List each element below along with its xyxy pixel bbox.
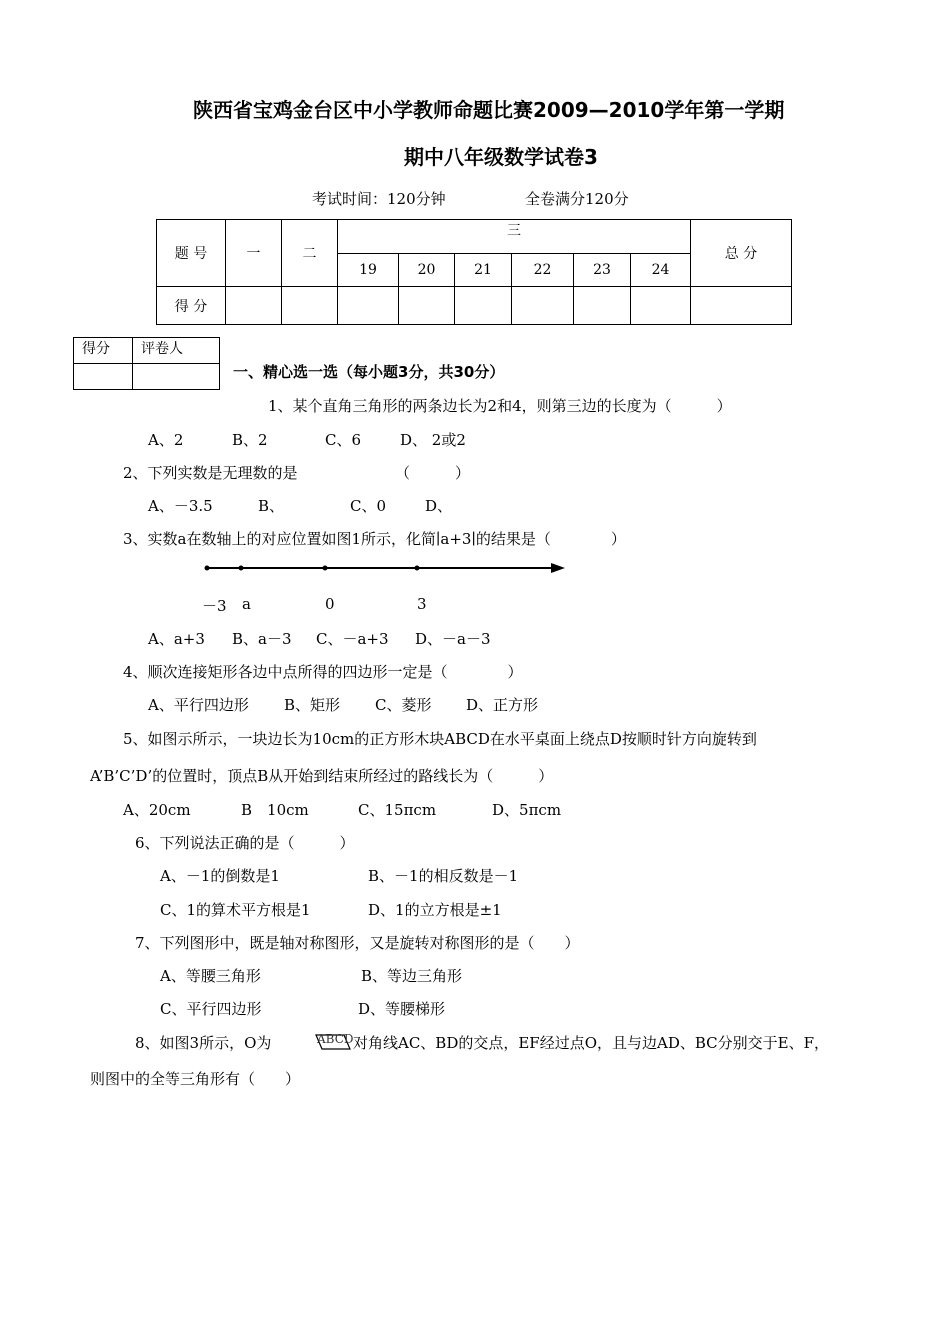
section-heading: 一、精心选一选（每小题3分，共30分） <box>233 363 505 381</box>
col-three: 三 <box>338 220 691 254</box>
grader-name-cell <box>133 364 220 390</box>
q6-option-b: B、－1的相反数是－1 <box>368 867 519 885</box>
score-cell <box>512 287 574 325</box>
score-cell <box>399 287 455 325</box>
grader-box <box>73 337 220 390</box>
question-2: 2、下列实数是无理数的是 （ ） <box>123 464 471 482</box>
q3-option-c: C、－a+3 <box>316 630 389 648</box>
question-8-part-2: 对角线AC、BD的交点，EF经过点O，且与边AD、BC分别交于E、F， <box>353 1034 830 1052</box>
sub-col: 23 <box>574 254 631 287</box>
score-cell <box>631 287 691 325</box>
grader-score-label: 得分 <box>74 338 133 364</box>
q6-option-c: C、1的算术平方根是1 <box>160 901 311 919</box>
question-7: 7、下列图形中，既是轴对称图形，又是旋转对称图形的是（ ） <box>135 934 580 952</box>
question-8-part-1: 8、如图3所示，O为 <box>135 1034 272 1052</box>
q3-option-b: B、a－3 <box>232 630 292 648</box>
q5-option-a: A、20cm <box>123 801 191 819</box>
q1-option-b: B、2 <box>232 431 268 449</box>
score-row-label: 得 分 <box>157 287 226 325</box>
numberline-label: －3 <box>202 597 227 615</box>
q2-option-c: C、0 <box>350 497 387 515</box>
q7-option-d: D、等腰梯形 <box>358 1000 446 1018</box>
sub-col: 20 <box>399 254 455 287</box>
title-line-1: 陕西省宝鸡金台区中小学教师命题比赛2009—2010学年第一学期 <box>193 98 785 122</box>
col-one: 一 <box>226 220 282 287</box>
q1-option-a: A、2 <box>148 431 184 449</box>
point-minus-3 <box>205 566 210 571</box>
score-cell <box>455 287 512 325</box>
question-4: 4、顺次连接矩形各边中点所得的四边形一定是（ ） <box>123 663 523 681</box>
q2-option-a: A、－3.5 <box>148 497 213 515</box>
score-cell <box>226 287 282 325</box>
q1-option-c: C、6 <box>325 431 362 449</box>
score-cell <box>338 287 399 325</box>
title-line-2: 期中八年级数学试卷3 <box>404 145 598 169</box>
q4-option-d: D、正方形 <box>466 696 539 714</box>
q5-option-d: D、5πcm <box>492 801 562 819</box>
question-8-line-2: 则图中的全等三角形有（ ） <box>90 1070 301 1088</box>
question-5-line-1: 5、如图示所示，一块边长为10cm的正方形木块ABCD在水平桌面上绕点D按顺时针方向旋转到 <box>123 730 757 748</box>
score-cell <box>574 287 631 325</box>
grader-score-cell <box>74 364 133 390</box>
question-5-line-2: A’B’C’D’的位置时，顶点B从开始到结束所经过的路线长为（ ） <box>90 767 554 785</box>
q1-option-d: D、 2或2 <box>400 431 466 449</box>
q7-option-a: A、等腰三角形 <box>160 967 261 985</box>
arrow-icon <box>551 563 565 573</box>
numberline-label: 3 <box>417 595 427 613</box>
question-1: 1、某个直角三角形的两条边长为2和4，则第三边的长度为（ ） <box>268 397 732 415</box>
number-line <box>195 558 575 578</box>
q7-option-b: B、等边三角形 <box>361 967 463 985</box>
score-cell <box>282 287 338 325</box>
q5-option-b: B 10cm <box>241 801 309 819</box>
q5-option-c: C、15πcm <box>358 801 437 819</box>
question-6: 6、下列说法正确的是（ ） <box>135 834 355 852</box>
col-total: 总 分 <box>691 220 792 287</box>
numberline-label: a <box>242 595 251 613</box>
exam-time: 考试时间：120分钟 <box>312 190 446 208</box>
q3-option-d: D、－a－3 <box>415 630 491 648</box>
q4-option-c: C、菱形 <box>375 696 432 714</box>
q6-option-a: A、－1的倒数是1 <box>160 867 280 885</box>
q7-option-c: C、平行四边形 <box>160 1000 262 1018</box>
table-row-label: 题 号 <box>157 220 226 287</box>
sub-col: 21 <box>455 254 512 287</box>
q3-option-a: A、a+3 <box>148 630 205 648</box>
score-cell <box>691 287 792 325</box>
q2-option-b: B、 <box>258 497 285 515</box>
grader-label: 评卷人 <box>133 338 220 364</box>
q2-option-d: D、 <box>425 497 453 515</box>
q4-option-a: A、平行四边形 <box>148 696 249 714</box>
score-table <box>156 219 792 325</box>
sub-col: 22 <box>512 254 574 287</box>
q6-option-d: D、1的立方根是±1 <box>368 901 502 919</box>
point-a <box>239 566 244 571</box>
sub-col: 19 <box>338 254 399 287</box>
full-score: 全卷满分120分 <box>525 190 629 208</box>
numberline-label: 0 <box>325 595 335 613</box>
sub-col: 24 <box>631 254 691 287</box>
question-3: 3、实数a在数轴上的对应位置如图1所示，化简∣a+3∣的结果是（ ） <box>123 530 626 548</box>
parallelogram-label: ABCD <box>317 1032 354 1046</box>
point-0 <box>323 566 328 571</box>
point-3 <box>415 566 420 571</box>
col-two: 二 <box>282 220 338 287</box>
q4-option-b: B、矩形 <box>284 696 341 714</box>
